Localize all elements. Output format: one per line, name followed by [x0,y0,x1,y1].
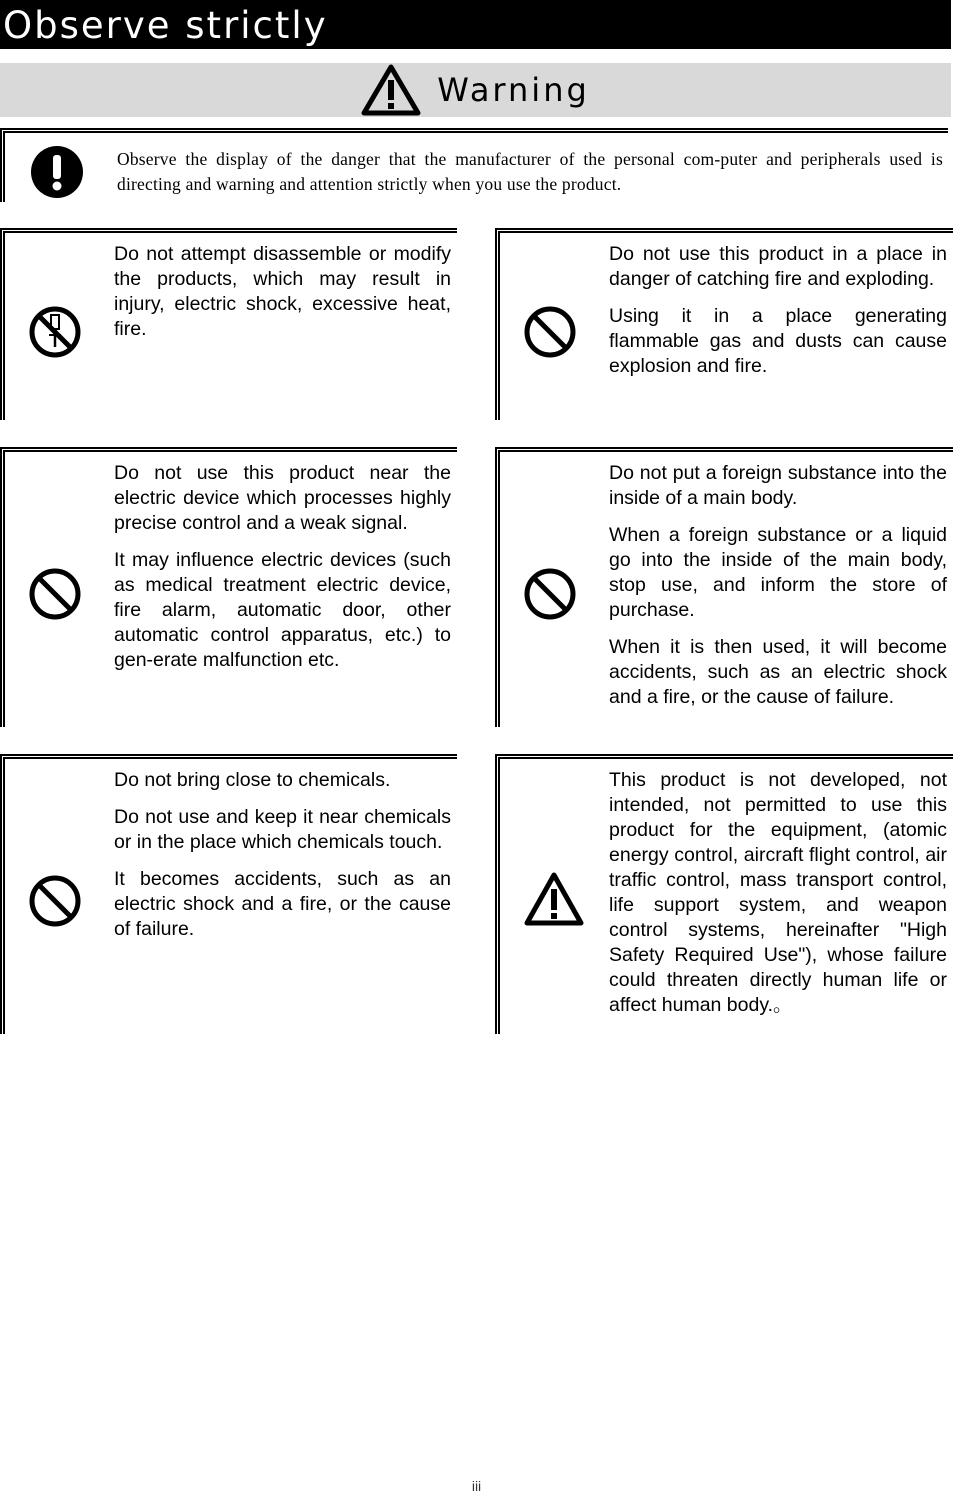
caution-card-chemicals [0,754,457,1034]
card-paragraph: Do not attempt disassemble or modify the products, which may result in injury, electric shock, excessive heat, fire. [114,243,451,340]
intro-notice [0,128,948,202]
no-disassembly-icon [28,305,82,359]
caution-card-precise-devices [0,447,457,727]
card-paragraph: It may influence electric devices (such as medical treatment electric device, fire alarm, automatic door, other automatic control apparatus, etc.) to gen-erate malfunction etc. [114,549,451,671]
card-paragraph: When a foreign substance or a liquid go into the inside of the main body, stop use, and inform the store of purchase. [609,524,947,621]
card-paragraph: Do not use this product in a place in danger of catching fire and exploding. [609,243,947,290]
card-paragraph: When it is then used, it will become accidents, such as an electric shock and a fire, or the cause of failure. [609,636,947,708]
card-paragraph: Do not use and keep it near chemicals or in the place which chemicals touch. [114,806,451,853]
page-number: iii [471,1478,482,1494]
caution-card-foreign-substance [495,447,953,727]
prohibited-icon [523,567,577,621]
card-paragraph: Do not put a foreign substance into the inside of a main body. [609,462,947,509]
caution-card-fire-explosion [495,228,953,420]
warning-label: Warning [437,71,590,109]
card-paragraph: Do not bring close to chemicals. [114,769,391,791]
card-paragraph: Do not use this product near the electric device which processes highly precise control and a weak signal. [114,462,451,534]
caution-card-disassembly [0,228,457,420]
card-paragraph: It becomes accidents, such as an electric shock and a fire, or the cause of failure. [114,868,451,940]
prohibited-icon [28,874,82,928]
prohibited-icon [523,305,577,359]
warning-triangle-icon [361,64,421,116]
intro-text: Observe the display of the danger that the manufacturer of the personal com-puter and peripherals used is directing and warning and attention strictly when you use the product. [117,149,943,194]
card-paragraph: This product is not developed, not intended, not permitted to use this product for the equipment, (atomic energy control, aircraft flight control, air traffic control, mass transport control, life support system, and weapon control systems, hereinafter "High Safety Required Use"), whose failure could threaten directly human life or affect human body.。 [609,769,947,1016]
warning-banner [0,63,951,117]
card-paragraph: Using it in a place generating flammable gas and dusts can cause explosion and fire. [609,305,947,377]
prohibited-icon [28,567,82,621]
page-title: Observe strictly [0,0,951,49]
warning-triangle-icon [524,871,584,927]
mandatory-exclamation-icon [30,145,84,199]
caution-card-high-safety-use [495,754,953,1034]
